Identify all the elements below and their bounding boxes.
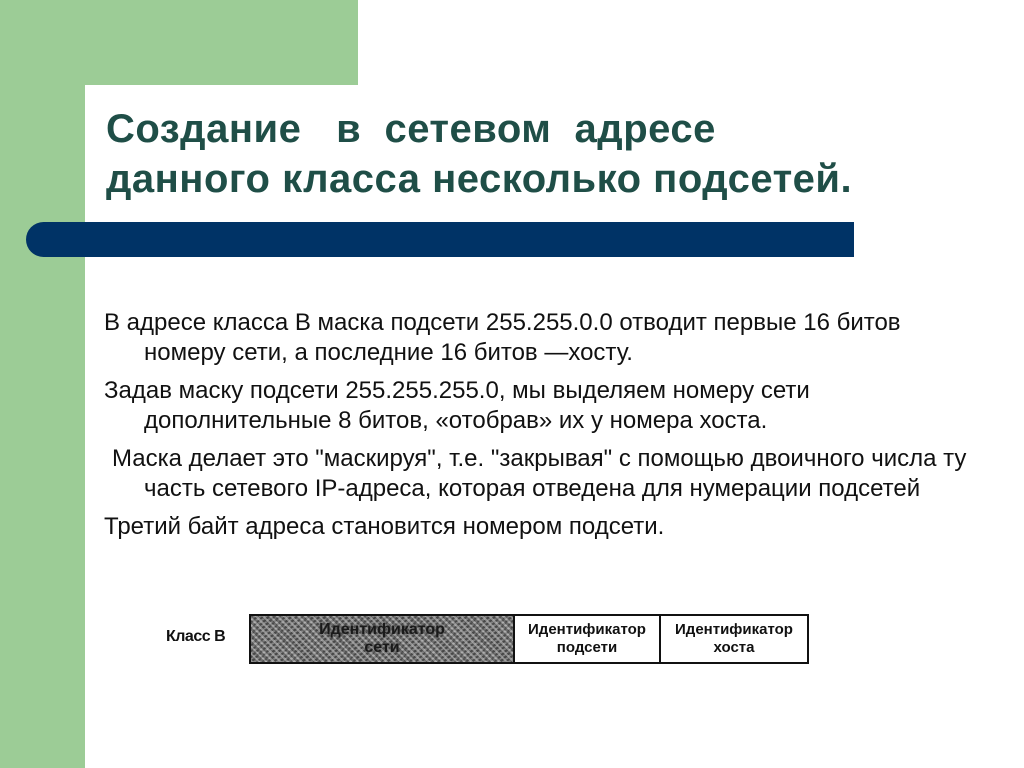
decor-green-top-band <box>0 0 358 85</box>
slide-title-line-1: Создание в сетевом адресе <box>106 107 716 151</box>
slide-title <box>106 104 986 204</box>
decor-green-sidebar <box>0 0 85 768</box>
paragraph-third-byte: Третий байт адреса становится номером подсети. <box>104 513 665 540</box>
segment-network-id <box>251 616 515 662</box>
diagram-class-label: Класс В <box>166 628 226 645</box>
slide-title-line-2: данного класса несколько подсетей. <box>106 157 853 201</box>
slide-body <box>104 308 984 550</box>
title-divider-bar <box>26 222 854 257</box>
paragraph-mask-subnet: Задав маску подсети 255.255.255.0, мы выделяем номеру сети дополнительные 8 битов, «отобрав» их у номера хоста. <box>104 377 810 434</box>
segment-subnet-id: Идентификатор подсети <box>515 616 661 662</box>
address-structure-box <box>249 614 809 664</box>
segment-network-id-label: Идентификатор сети <box>319 621 445 656</box>
paragraph-masking-explained: Маска делает это "маскируя", т.е. "закрывая" с помощью двоичного числа ту часть сетевого IP-адреса, которая отведена для нумерации подсетей <box>112 445 967 502</box>
paragraph-mask-class-b: В адресе класса В маска подсети 255.255.0.0 отводит первые 16 битов номеру сети, а последние 16 битов —хосту. <box>104 309 901 366</box>
segment-host-id: Идентификатор хоста <box>675 621 793 656</box>
class-b-address-diagram <box>166 612 811 668</box>
